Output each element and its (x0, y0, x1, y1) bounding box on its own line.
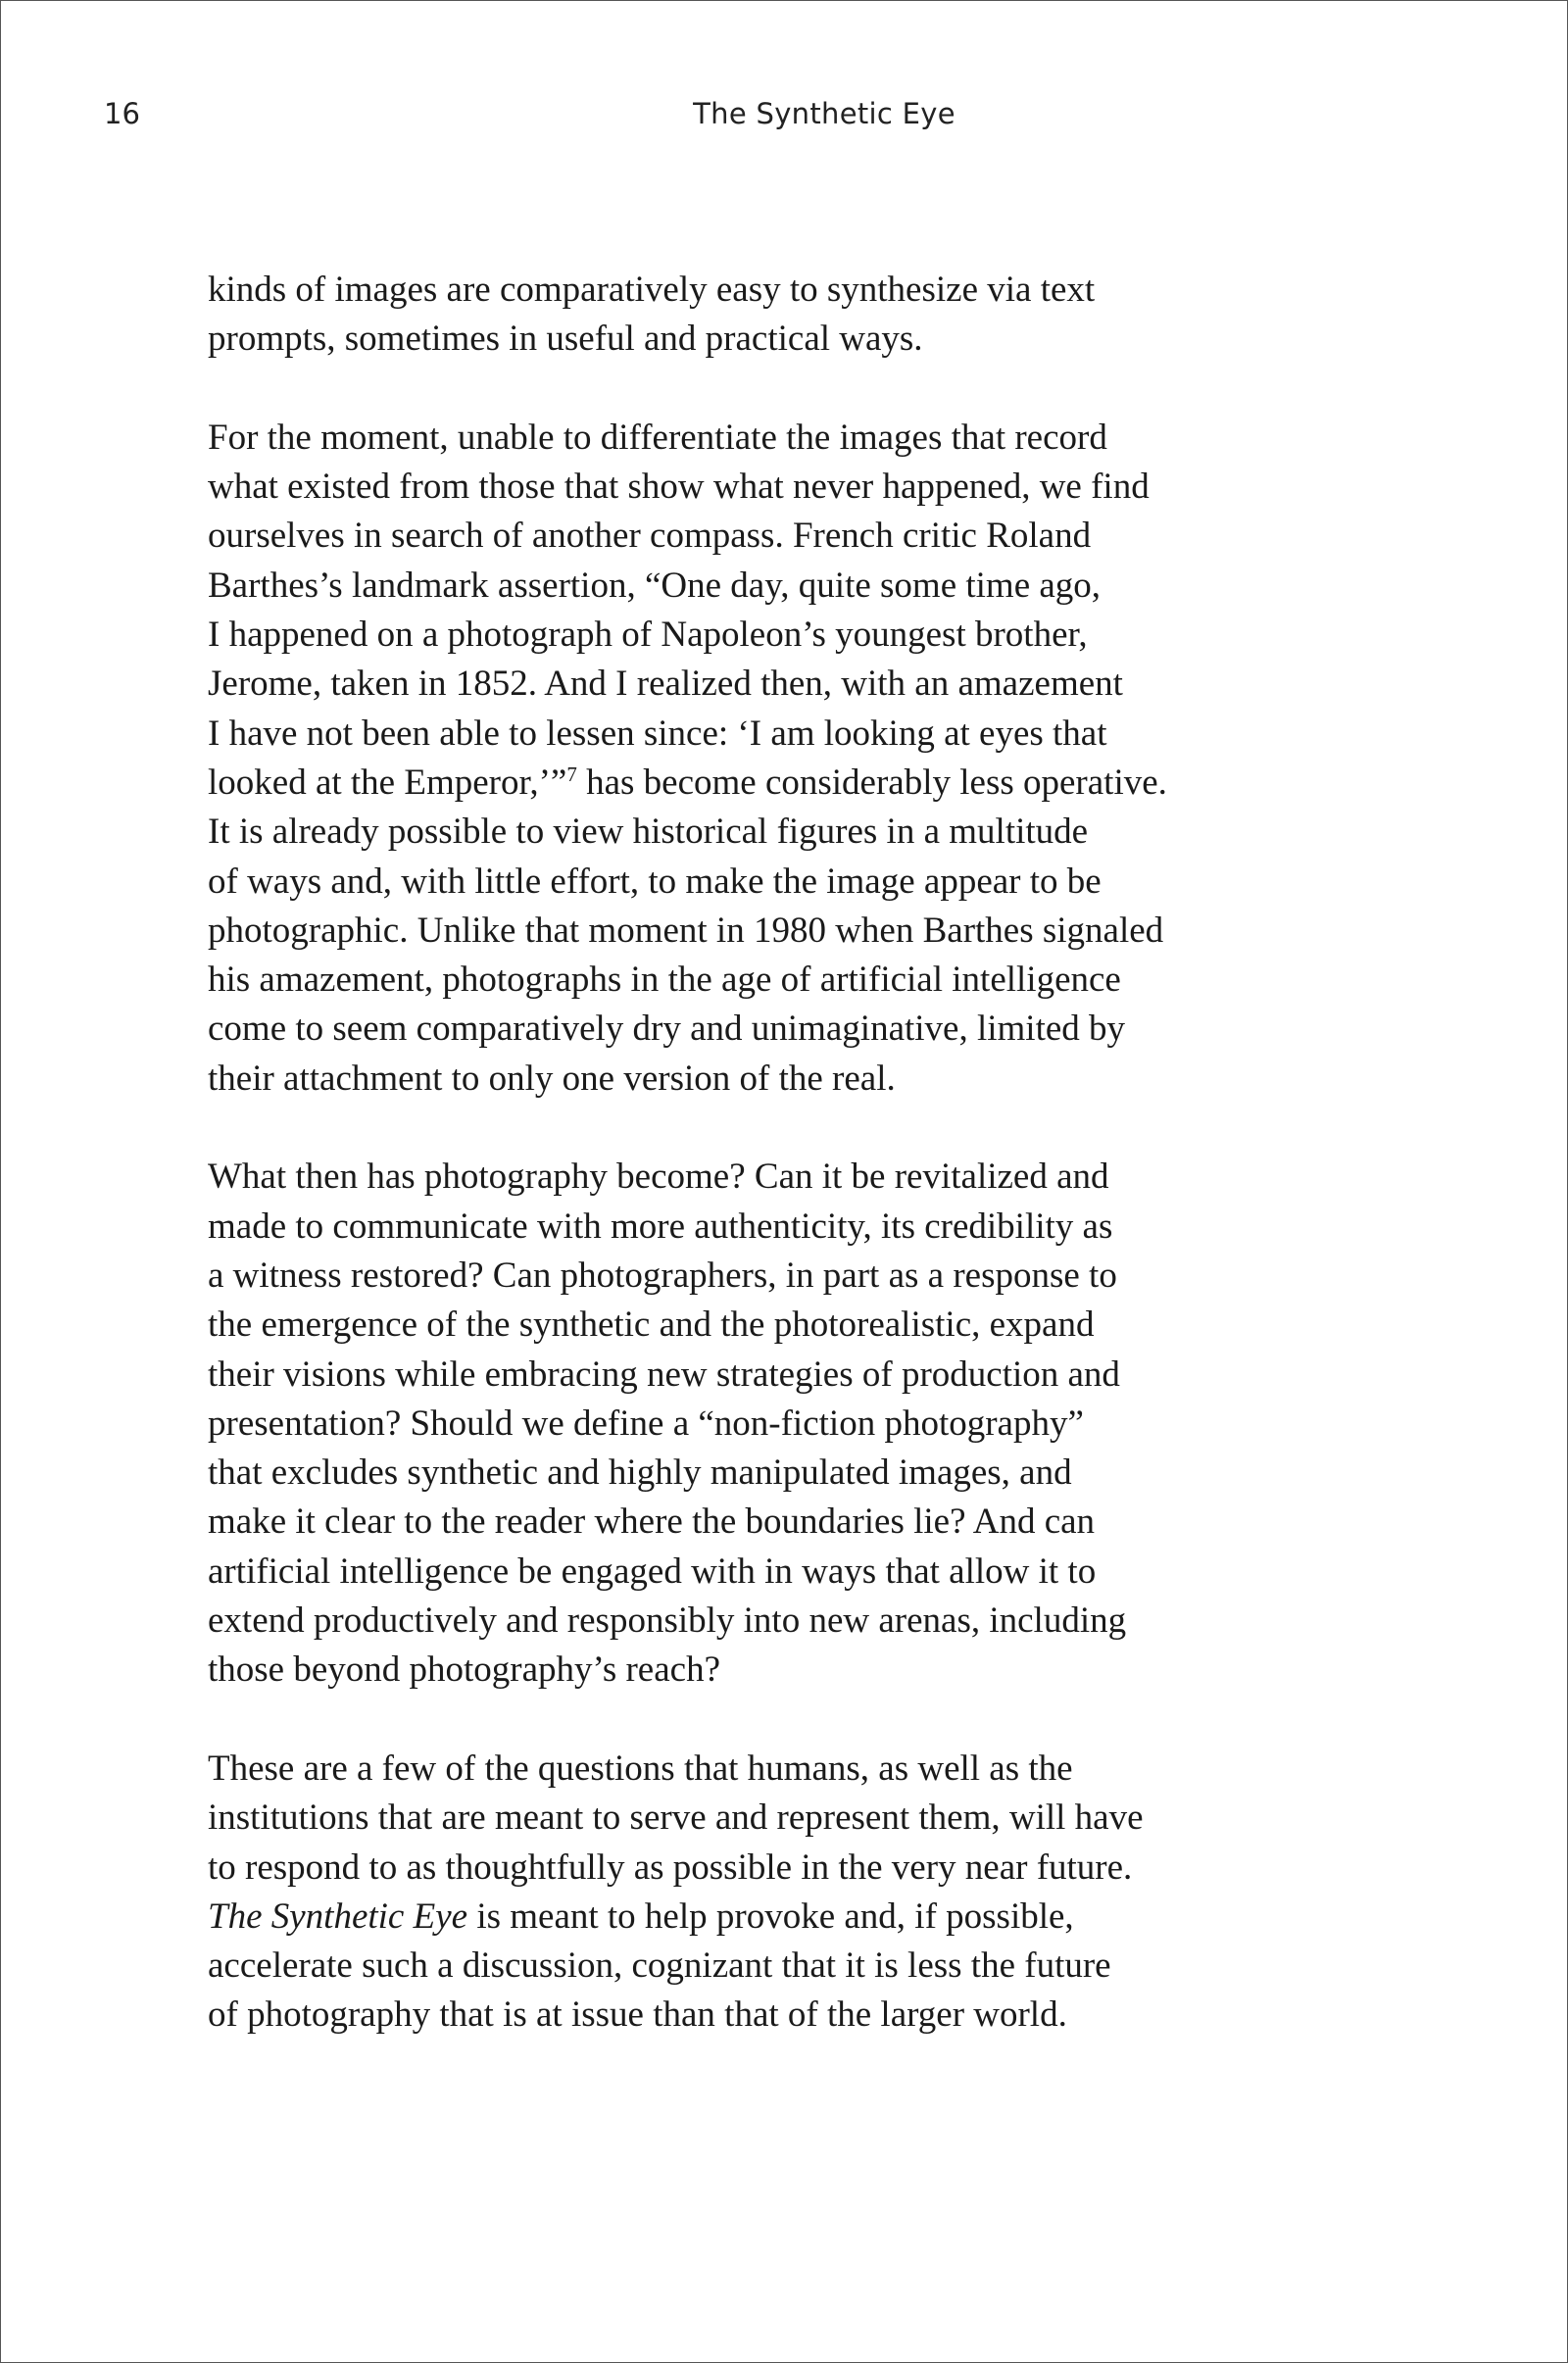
paragraph-gap (208, 1104, 1305, 1153)
text-line: kinds of images are comparatively easy to synthesize via text (208, 270, 1096, 310)
text-line: What then has photography become? Can it be revitalized and (208, 1157, 1109, 1198)
text-segment: looked at the Emperor,’” (208, 762, 567, 803)
text-line: those beyond photography’s reach? (208, 1649, 720, 1691)
text-line: their attachment to only one version of the real. (208, 1058, 896, 1099)
text-line: It is already possible to view historical figures in a multitude (208, 812, 1089, 853)
paragraph (208, 414, 1305, 1104)
text-line: photographic. Unlike that moment in 1980 when Barthes signaled (208, 910, 1164, 951)
text-line: ourselves in search of another compass. French critic Roland (208, 516, 1092, 557)
text-line: the emergence of the synthetic and the photorealistic, expand (208, 1305, 1095, 1346)
text-line: I happened on a photograph of Napoleon’s youngest brother, (208, 615, 1088, 656)
text-line: For the moment, unable to differentiate the images that record (208, 417, 1107, 458)
text-line: his amazement, photographs in the age of artificial intelligence (208, 960, 1121, 1001)
paragraph (208, 266, 1305, 365)
text-line: Barthes’s landmark assertion, “One day, quite some time ago, (208, 565, 1102, 606)
text-line: a witness restored? Can photographers, in part as a response to (208, 1255, 1117, 1296)
text-line: Jerome, taken in 1852. And I realized then, with an amazement (208, 664, 1123, 705)
text-segment: has become considerably less operative. (576, 762, 1167, 803)
text-line: extend productively and responsibly into new arenas, including (208, 1600, 1127, 1642)
text-line: institutions that are meant to serve and represent them, will have (208, 1797, 1144, 1839)
body-text (208, 266, 1305, 2041)
text-line: artificial intelligence be engaged with in ways that allow it to (208, 1551, 1097, 1592)
text-line: to respond to as thoughtfully as possible in the very near future. (208, 1846, 1133, 1888)
text-line: of photography that is at issue than that of the larger world. (208, 1994, 1067, 2036)
text-line: accelerate such a discussion, cognizant that it is less the future (208, 1945, 1111, 1987)
paragraph-gap (208, 1696, 1305, 1745)
text-line: of ways and, with little effort, to make the image appear to be (208, 861, 1102, 902)
text-line-with-footnote (208, 759, 1305, 808)
page-number: 16 (104, 97, 140, 130)
running-title: The Synthetic Eye (693, 97, 956, 130)
running-header (104, 97, 1466, 136)
paragraph-gap (208, 365, 1305, 414)
text-line: what existed from those that show what never happened, we find (208, 467, 1150, 508)
text-line: make it clear to the reader where the boundaries lie? And can (208, 1501, 1096, 1543)
text-line: I have not been able to lessen since: ‘I am looking at eyes that (208, 713, 1107, 754)
text-line: come to seem comparatively dry and unimaginative, limited by (208, 1009, 1126, 1050)
text-line: that excludes synthetic and highly manipulated images, and (208, 1452, 1072, 1494)
text-line: made to communicate with more authenticity, its credibility as (208, 1206, 1113, 1247)
book-title-italic: The Synthetic Eye (208, 1895, 468, 1937)
text-line: prompts, sometimes in useful and practical ways. (208, 319, 923, 360)
paragraph (208, 1153, 1305, 1695)
paragraph (208, 1745, 1305, 2041)
text-line: their visions while embracing new strategies of production and (208, 1354, 1120, 1395)
text-segment: is meant to help provoke and, if possible, (467, 1895, 1074, 1937)
text-line-with-italic-title (208, 1893, 1305, 1942)
footnote-marker[interactable]: 7 (566, 762, 577, 786)
text-line: presentation? Should we define a “non-fiction photography” (208, 1403, 1084, 1444)
text-line: These are a few of the questions that humans, as well as the (208, 1748, 1073, 1789)
